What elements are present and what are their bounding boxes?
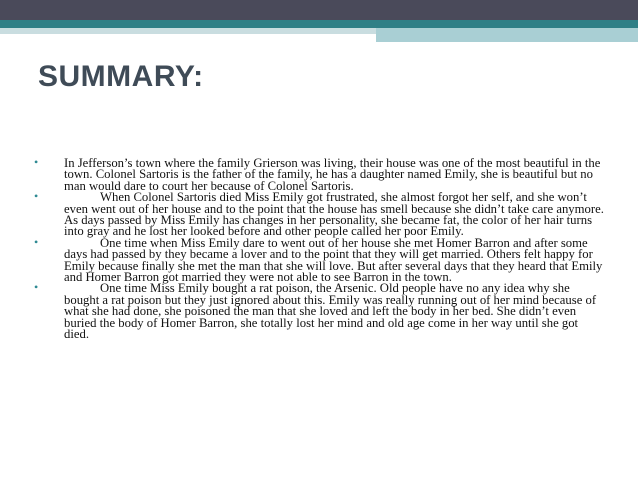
header-light-stripe-left — [0, 28, 376, 34]
bullet-marker: • — [34, 155, 39, 169]
bullet-marker: • — [34, 189, 39, 204]
header-bar — [0, 0, 638, 20]
slide-title: SUMMARY: — [38, 60, 204, 93]
bullet-item-1 — [34, 155, 604, 193]
header-light-stripe-right — [376, 28, 638, 42]
bullet-text: When Colonel Sartoris died Miss Emily got frustrated, she almost forgot her self, and she won’t even went out of her house and to the point that the house has smell because she didn’t take care anymore. As days passed by Miss Emily has changes in her personality, she became fat, the color of her hair turns into gray and he lost her looked before and other people called her poor Emily. — [64, 190, 604, 239]
summary-bullet-list — [34, 155, 604, 342]
bullet-text: One time when Miss Emily dare to went out of her house she met Homer Barron and after some days had passed by they became a lover and to the point that they will get married. Others felt happy for Emily because finally she met the man that she will love. But after several days that they heard that Emily and Homer Barron got married they were not able to see Barron in the town. — [64, 235, 603, 285]
bullet-marker: • — [34, 234, 39, 249]
bullet-item-2 — [34, 189, 604, 239]
bullet-text: In Jefferson’s town where the family Grierson was living, their house was one of the most beautiful in the town. Colonel Sartoris is the father of the family, he has a daughter named Emily, she is beautiful but no man would dare to court her because of Colonel Sartoris. — [64, 156, 601, 193]
bullet-text: One time Miss Emily bought a rat poison, the Arsenic. Old people have no any idea why she bought a rat poison but they just ignored about this. Emily was really running out of her mind because of what she had done, she poisoned the man that she loved and left the body in her bed. She didn’t even buried the body of Homer Barron, she totally lost her mind and old age come in her way until she got died. — [64, 281, 597, 342]
header-accent-stripe — [0, 20, 638, 28]
bullet-marker: • — [34, 280, 39, 295]
bullet-item-4 — [34, 280, 604, 342]
bullet-item-3 — [34, 234, 604, 285]
